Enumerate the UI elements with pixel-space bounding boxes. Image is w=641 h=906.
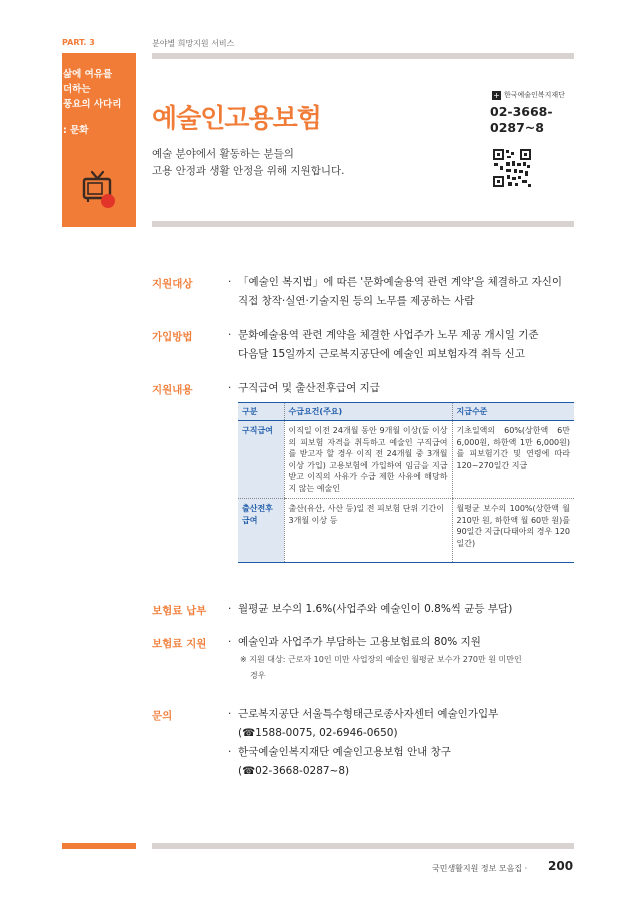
benefit-table <box>238 402 574 563</box>
row-requirement: 이직일 이전 24개월 동안 9개월 이상(둘 이상의 피보험 자격을 취득하고 예술인 구직급여를 받고자 할 경우 이직 전 24개월 중 3개월 이상 가입) 고용보험에 가입하여 임금을 지급받고 이직의 사유가 수급 제한 사유에 해당하지 않는 예술인 <box>284 421 452 499</box>
content-text: · 구직급여 및 출산전후급여 지급 <box>228 382 380 394</box>
sidebar-category: : 문화 <box>63 125 89 136</box>
table-header: 구분 <box>238 403 284 421</box>
org-name: 한국예술인복지재단 <box>504 91 565 99</box>
section-subtitle: 분야별 희망지원 서비스 <box>152 39 235 48</box>
label-target: 지원대상 <box>152 278 193 290</box>
table-row <box>238 421 574 499</box>
join-line-1: 문화예술용역 관련 계약을 체결한 사업주가 노무 제공 개시일 기준 <box>238 329 539 341</box>
label-premium: 보험료 납부 <box>152 605 207 617</box>
phone-line-2: 0287~8 <box>490 120 544 135</box>
inquiry-line-1: 근로복지공단 서울특수형태근로종사자센터 예술인가입부 <box>238 708 499 720</box>
premium-support-note-1: ※ 지원 대상: 근로자 10인 미만 사업장의 예술인 월평균 보수가 270만 원 미만인 <box>240 655 522 664</box>
page-description: 예술 분야에서 활동하는 분들의 고용 안정과 생활 안정을 위해 지원합니다. <box>152 148 345 177</box>
inquiry-text: · 근로복지공단 서울특수형태근로종사자센터 예술인가입부 (☎1588-0075, 02-6946-0650) · 한국예술인복지재단 예술인고용보험 안내 창구 (☎02-3668-0287~8) <box>228 705 498 781</box>
target-text: · 「예술인 복지법」에 따른 '문화예술용역 관련 계약'을 체결하고 자신이 직접 창작·실연·기술지원 등의 노무를 제공하는 사람 <box>228 273 562 311</box>
table-header: 지급수준 <box>452 403 574 421</box>
label-join: 가입방법 <box>152 331 193 343</box>
top-divider <box>152 53 574 59</box>
target-line-1: 「예술인 복지법」에 따른 '문화예술용역 관련 계약'을 체결하고 자신이 <box>238 276 562 288</box>
page-title: 예술인고용보험 <box>152 104 321 134</box>
premium-support-line-1: 예술인과 사업주가 부담하는 고용보험료의 80% 지원 <box>238 636 481 648</box>
tv-icon <box>80 169 116 209</box>
row-type: 구직급여 <box>238 421 284 499</box>
inquiry-line-3: 한국예술인복지재단 예술인고용보험 안내 창구 <box>238 746 451 758</box>
inquiry-line-4: (☎02-3668-0287~8) <box>238 765 350 777</box>
category-sidebar <box>62 59 136 223</box>
plus-icon: + <box>493 90 500 100</box>
label-content: 지원내용 <box>152 384 193 396</box>
table-header: 수급요건(주요) <box>284 403 452 421</box>
footer-text: 국민생활지원 정보 모음집 · <box>432 864 528 873</box>
premium-line-1: 월평균 보수의 1.6%(사업주와 예술인이 0.8%씩 균등 부담) <box>238 603 513 615</box>
phone-line-1: 02-3668- <box>490 104 553 119</box>
footer-accent-bar <box>62 843 136 849</box>
contact-org <box>492 90 565 100</box>
mid-divider <box>152 221 574 227</box>
label-premium-support: 보험료 지원 <box>152 638 207 650</box>
target-line-2: 직접 창작·실연·기술지원 등의 노무를 제공하는 사람 <box>238 295 475 307</box>
footer-divider <box>152 843 574 849</box>
inquiry-line-2: (☎1588-0075, 02-6946-0650) <box>238 727 398 739</box>
row-amount: 기초일액의 60%(상한액 6만 6,000원, 하한액 1만 6,000원)를 피보험기간 및 연령에 따라 120~270일간 지급 <box>452 421 574 499</box>
row-amount: 월평균 보수의 100%(상한액 월 210만 원, 하한액 월 60만 원)를 90일간 지급(다태아의 경우 120일간) <box>452 499 574 563</box>
label-inquiry: 문의 <box>152 710 173 722</box>
join-line-2: 다음달 15일까지 근로복지공단에 예술인 피보험자격 취득 신고 <box>238 348 525 360</box>
row-type: 출산전후급여 <box>238 499 284 563</box>
premium-support-text: · 예술인과 사업주가 부담하는 고용보험료의 80% 지원 ※ 지원 대상: 근로자 10인 미만 사업장의 예술인 월평균 보수가 270만 원 미만인 경우 <box>228 633 522 684</box>
contact-phone <box>490 104 580 136</box>
sidebar-title: 삶에 여유를 더하는 풍요의 사다리 <box>63 69 122 110</box>
mid-accent-bar <box>62 221 136 227</box>
premium-support-note-2: 경우 <box>250 671 266 680</box>
content-line-1: 구직급여 및 출산전후급여 지급 <box>238 382 380 394</box>
table-row <box>238 499 574 563</box>
table-header-row <box>238 403 574 421</box>
row-requirement: 출산(유산, 사산 등)일 전 피보험 단위 기간이 3개월 이상 등 <box>284 499 452 563</box>
page-number: 200 <box>548 859 574 873</box>
join-text: · 문화예술용역 관련 계약을 체결한 사업주가 노무 제공 개시일 기준 다음달 15일까지 근로복지공단에 예술인 피보험자격 취득 신고 <box>228 326 539 364</box>
part-label: PART. 3 <box>62 38 95 47</box>
qr-code-icon[interactable] <box>492 148 532 188</box>
premium-text: · 월평균 보수의 1.6%(사업주와 예술인이 0.8%씩 균등 부담) <box>228 603 513 615</box>
